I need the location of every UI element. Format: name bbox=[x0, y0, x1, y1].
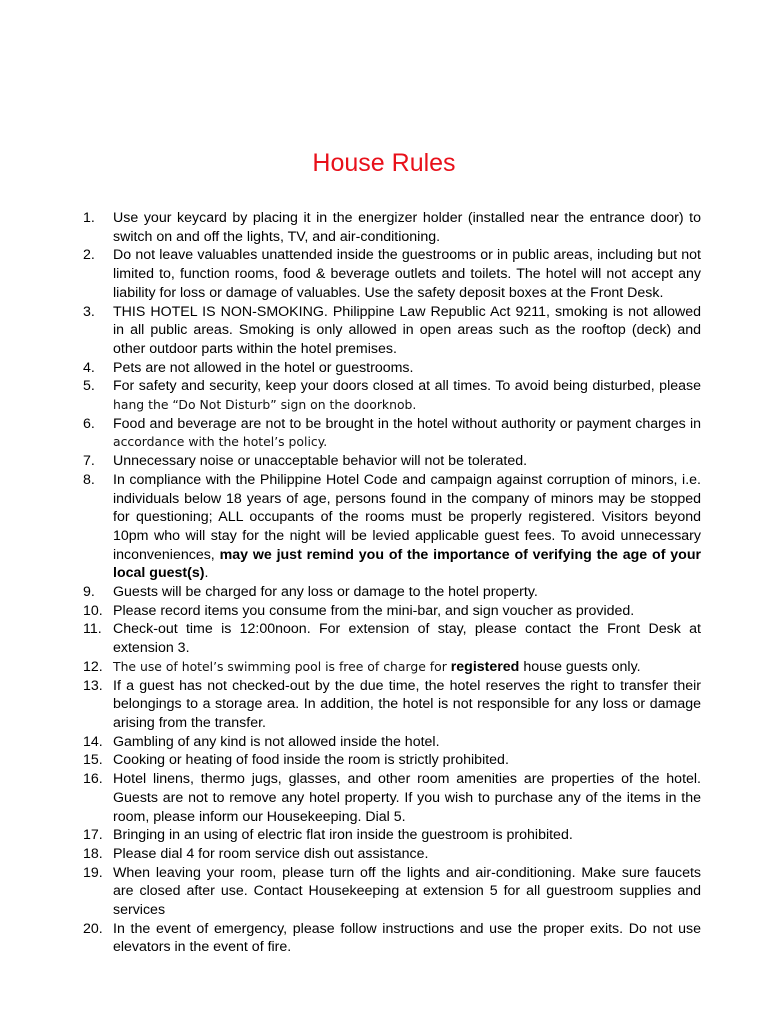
rule-number: 18. bbox=[83, 845, 103, 862]
page-title: House Rules bbox=[312, 149, 456, 177]
rule-text: For safety and security, keep your doors closed at all times. To avoid being disturbed, please bbox=[113, 378, 701, 395]
rule-text: Please dial 4 for room service dish out assistance. bbox=[113, 845, 429, 862]
rule-item-20 bbox=[83, 920, 701, 957]
rule-item-9 bbox=[83, 583, 701, 602]
rule-item-1 bbox=[83, 209, 701, 246]
rule-number: 13. bbox=[83, 677, 103, 694]
rule-text: Hotel linens, thermo jugs, glasses, and other room amenities are properties of the hotel. Guests are not to remove any hotel property. If you wish to purchase any of the items in the room, please inform our Housekeeping. Dial 5. bbox=[113, 771, 701, 825]
rule-number: 2. bbox=[83, 247, 95, 264]
rule-text: Bringing in an using of electric flat iron inside the guestroom is prohibited. bbox=[113, 827, 573, 844]
rule-item-8 bbox=[83, 471, 701, 583]
rule-item-12 bbox=[83, 658, 701, 677]
rule-item-2 bbox=[83, 246, 701, 302]
rule-text: THIS HOTEL IS NON-SMOKING. Philippine Law Republic Act 9211, smoking is not allowed in all public areas. Smoking is only allowed in open areas such as the rooftop (deck) and other outdoor parts within the hotel premises. bbox=[113, 303, 701, 357]
rule-item-11 bbox=[83, 620, 701, 657]
rule-number: 7. bbox=[83, 453, 95, 470]
rule-text-plain: In compliance with the Philippine Hotel Code and campaign against corruption of minors, i.e. individuals below 18 years of age, persons found in the company of minors may be stopped for questioning; ALL occupants of the rooms must be properly registered. Visitors beyond 10pm who will stay for the night will be levied applicable guest fees. To avoid unnecessary inconveniences, bbox=[113, 471, 701, 563]
rule-text: Do not leave valuables unattended inside the guestrooms or in public areas, including but not limited to, function rooms, food & beverage outlets and toilets. The hotel will not accept any liability for loss or damage of valuables. Use the safety deposit boxes at the Front Desk. bbox=[113, 247, 701, 301]
rule-text: Guests will be charged for any loss or damage to the hotel property. bbox=[113, 584, 538, 601]
rule-item-4 bbox=[83, 359, 701, 378]
rule-text-end: . bbox=[204, 565, 209, 582]
rule-item-5 bbox=[83, 377, 701, 414]
rule-number: 4. bbox=[83, 359, 95, 376]
rule-text-continuation: accordance with the hotel’s policy. bbox=[113, 434, 328, 450]
rule-text: Unnecessary noise or unacceptable behavior will not be tolerated. bbox=[113, 453, 528, 470]
rule-item-17 bbox=[83, 826, 701, 845]
rule-item-6 bbox=[83, 415, 701, 452]
rule-number: 10. bbox=[83, 602, 103, 619]
rule-text: Check-out time is 12:00noon. For extension of stay, please contact the Front Desk at extension 3. bbox=[113, 621, 701, 657]
rule-text bbox=[113, 472, 701, 582]
rule-text-bold: registered bbox=[450, 658, 520, 675]
rule-text: Please record items you consume from the mini-bar, and sign voucher as provided. bbox=[113, 602, 635, 619]
rule-text-end: house guests only. bbox=[523, 658, 641, 675]
rule-item-3 bbox=[83, 303, 701, 359]
rule-text-plain: The use of hotel’s swimming pool is free of charge for bbox=[113, 658, 447, 674]
rule-item-16 bbox=[83, 770, 701, 826]
rule-number: 1. bbox=[83, 210, 95, 226]
rule-text: Food and beverage are not to be brought in the hotel without authority or payment charges in bbox=[113, 415, 701, 432]
rule-item-13 bbox=[83, 677, 701, 733]
rule-number: 11. bbox=[83, 621, 102, 638]
rule-text: Pets are not allowed in the hotel or guestrooms. bbox=[113, 359, 414, 376]
rule-number: 6. bbox=[83, 415, 95, 432]
rule-text: Cooking or heating of food inside the room is strictly prohibited. bbox=[113, 752, 509, 769]
rule-number: 3. bbox=[83, 303, 95, 320]
rule-item-15 bbox=[83, 751, 701, 770]
rule-item-10 bbox=[83, 602, 701, 621]
rule-number: 17. bbox=[83, 827, 103, 844]
rule-number: 12. bbox=[83, 658, 103, 675]
rule-item-7 bbox=[83, 452, 701, 471]
rule-text: If a guest has not checked-out by the due time, the hotel reserves the right to transfer their belongings to a storage area. In addition, the hotel is not responsible for any loss or damage arising from the transfer. bbox=[113, 677, 701, 731]
rule-number: 14. bbox=[83, 733, 103, 750]
rule-number: 9. bbox=[83, 584, 95, 601]
rule-number: 16. bbox=[83, 771, 103, 788]
rule-number: 15. bbox=[83, 752, 103, 769]
house-rules-list bbox=[83, 209, 701, 957]
rule-text: When leaving your room, please turn off the lights and air-conditioning. Make sure faucets are closed after use. Contact Housekeeping at extension 5 for all guestroom supplies and services bbox=[113, 864, 701, 919]
rule-number: 20. bbox=[83, 920, 103, 937]
rule-text bbox=[113, 659, 641, 675]
rule-text-continuation: hang the “Do Not Disturb” sign on the doorknob. bbox=[113, 397, 417, 413]
rule-text-bold: may we just remind you of the importance of verifying the age of your local guest(s) bbox=[113, 546, 702, 582]
rule-text: In the event of emergency, please follow instructions and use the proper exits. Do not use elevators in the event of fire. bbox=[113, 920, 701, 956]
rule-item-18 bbox=[83, 845, 701, 864]
rule-item-19 bbox=[83, 864, 701, 920]
rule-number: 5. bbox=[83, 378, 95, 395]
rule-number: 8. bbox=[83, 471, 95, 488]
rule-number: 19. bbox=[83, 864, 103, 881]
rule-text: Use your keycard by placing it in the energizer holder (installed near the entrance door) to switch on and off the lights, TV, and air-conditioning. bbox=[113, 210, 701, 245]
rule-item-14 bbox=[83, 733, 701, 752]
rule-text: Gambling of any kind is not allowed inside the hotel. bbox=[113, 733, 440, 750]
